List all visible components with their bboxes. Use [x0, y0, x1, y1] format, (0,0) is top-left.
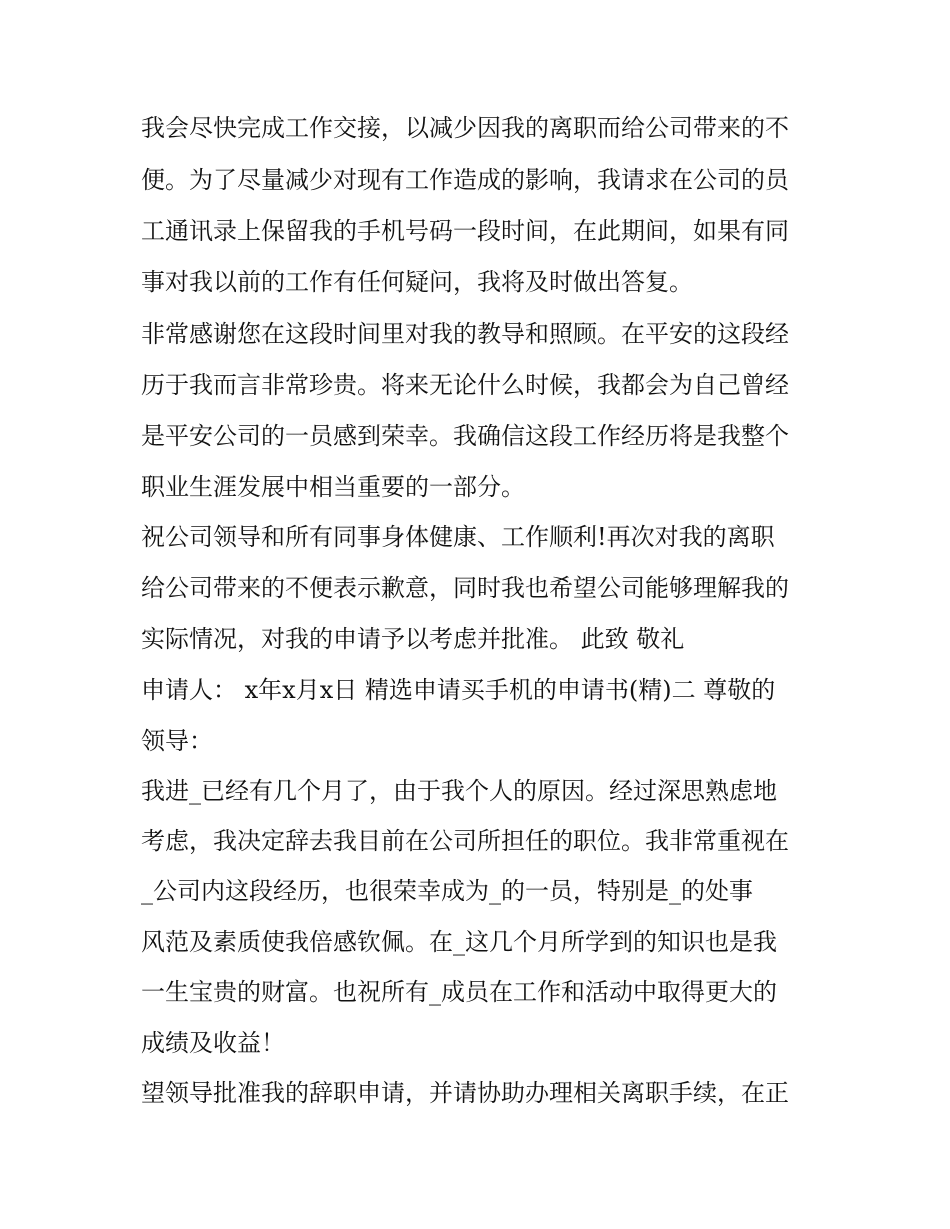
text-line: 实际情况，对我的申请予以考虑并批准。 此致 敬礼 — [141, 625, 685, 653]
text-line: 祝公司领导和所有同事身体健康、工作顺利!再次对我的离职 — [141, 523, 775, 551]
text-line: 非常感谢您在这段时间里对我的教导和照顾。在平安的这段经 — [141, 320, 789, 348]
text-line: 考虑，我决定辞去我目前在公司所担任的职位。我非常重视在 — [141, 827, 789, 855]
text-line: 成绩及收益！ — [141, 1029, 285, 1057]
text-line: 历于我而言非常珍贵。将来无论什么时候，我都会为自己曾经 — [141, 371, 789, 399]
text-line: 我进_已经有几个月了，由于我个人的原因。经过深思熟虑地 — [141, 777, 777, 805]
text-line: 便。为了尽量减少对现有工作造成的影响，我请求在公司的员 — [141, 166, 789, 194]
text-line: 工通讯录上保留我的手机号码一段时间，在此期间，如果有同 — [141, 217, 789, 245]
text-line: 我会尽快完成工作交接，以减少因我的离职而给公司带来的不 — [141, 114, 789, 142]
text-line: 一生宝贵的财富。也祝所有_成员在工作和活动中取得更大的 — [141, 978, 777, 1006]
text-line: 风范及素质使我倍感钦佩。在_这几个月所学到的知识也是我 — [141, 928, 777, 956]
text-line: _公司内这段经历，也很荣幸成为_的一员，特别是_的处事 — [141, 877, 753, 905]
text-line: 给公司带来的不便表示歉意，同时我也希望公司能够理解我的 — [141, 574, 789, 602]
text-line: 望领导批准我的辞职申请，并请协助办理相关离职手续，在正 — [141, 1079, 789, 1107]
text-line: 职业生涯发展中相当重要的一部分。 — [141, 473, 525, 501]
text-line: 申请人： x年x月x日 精选申请买手机的申请书(精)二 尊敬的 — [141, 676, 776, 704]
text-line: 领导： — [141, 727, 213, 755]
text-line: 事对我以前的工作有任何疑问，我将及时做出答复。 — [141, 268, 693, 296]
text-line: 是平安公司的一员感到荣幸。我确信这段工作经历将是我整个 — [141, 422, 789, 450]
